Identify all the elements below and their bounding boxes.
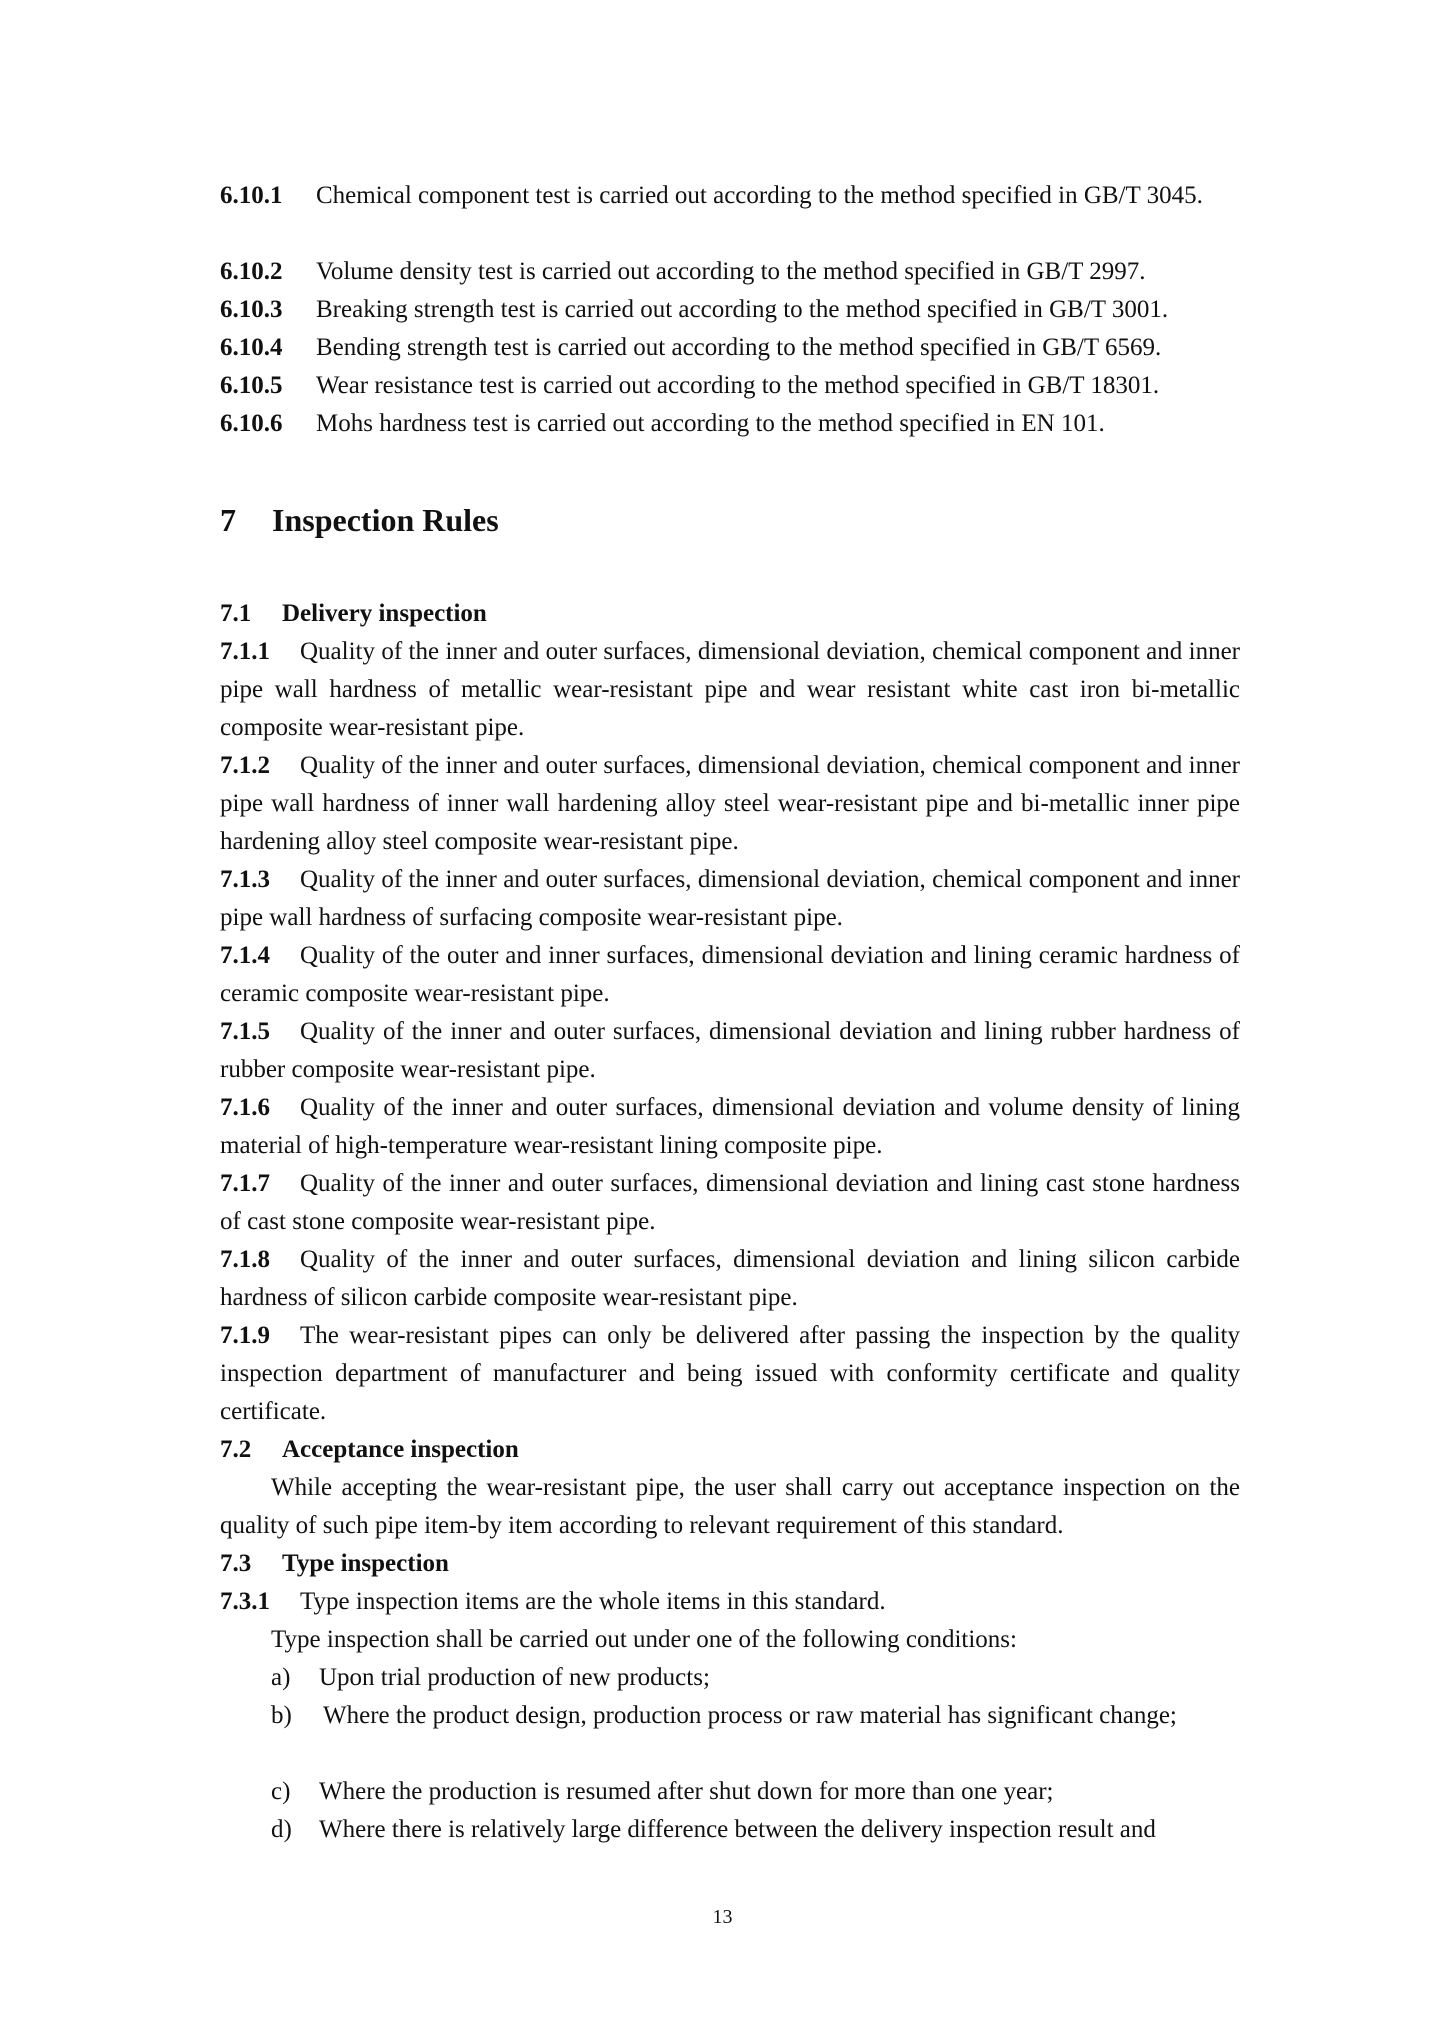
clause-7-3-1 <box>220 1583 1240 1621</box>
clause-number: 6.10.1 <box>220 182 283 209</box>
chapter-heading <box>220 498 499 542</box>
clause-6-10-2 <box>220 253 1240 291</box>
item-text: Where the product design, production process or raw material has significant change; <box>323 1702 1177 1729</box>
clause-text: Quality of the inner and outer surfaces, dimensional deviation and lining silicon carbide hardness of silicon carbide composite wear-resistant pipe. <box>220 1246 1240 1311</box>
clause-6-10-6 <box>220 405 1240 443</box>
clause-number: 7.1.7 <box>220 1170 270 1197</box>
clause-text: Chemical component test is carried out according to the method specified in GB/T 3045. <box>316 182 1203 209</box>
condition-item-b <box>220 1697 1240 1735</box>
section-number: 7.3 <box>220 1550 252 1577</box>
clause-number: 7.1.2 <box>220 752 270 779</box>
clause-text: Mohs hardness test is carried out according to the method specified in EN 101. <box>316 410 1105 437</box>
clause-text: Wear resistance test is carried out according to the method specified in GB/T 18301. <box>316 372 1160 399</box>
clause-number: 7.3.1 <box>220 1588 270 1615</box>
clause-number: 6.10.2 <box>220 258 283 285</box>
clause-7-1-8 <box>220 1241 1240 1317</box>
section-heading-7-3 <box>220 1545 449 1583</box>
clause-number: 7.1.3 <box>220 866 270 893</box>
item-label: d) <box>271 1816 292 1843</box>
clause-text: Quality of the outer and inner surfaces, dimensional deviation and lining ceramic hardness of ceramic composite wear-resistant pipe. <box>220 942 1240 1007</box>
clause-number: 7.1.5 <box>220 1018 270 1045</box>
clause-text: Type inspection items are the whole items in this standard. <box>300 1588 886 1615</box>
item-label: b) <box>271 1702 292 1729</box>
clause-text: Quality of the inner and outer surfaces, dimensional deviation, chemical component and inner pipe wall hardness of metallic wear-resistant pipe and wear resistant white cast iron bi-metallic composite wear-resistant pipe. <box>220 638 1240 741</box>
clause-7-1-2 <box>220 747 1240 861</box>
clause-text: Quality of the inner and outer surfaces, dimensional deviation and lining rubber hardness of rubber composite wear-resistant pipe. <box>220 1018 1240 1083</box>
clause-7-1-5 <box>220 1013 1240 1089</box>
section-title: Acceptance inspection <box>282 1436 519 1463</box>
section-number: 7.1 <box>220 600 252 627</box>
clause-7-1-1 <box>220 633 1240 747</box>
clause-6-10-5 <box>220 367 1240 405</box>
clause-number: 6.10.6 <box>220 410 283 437</box>
item-text: Where the production is resumed after shut down for more than one year; <box>319 1778 1054 1805</box>
item-text: Upon trial production of new products; <box>319 1664 710 1691</box>
clause-6-10-3 <box>220 291 1240 329</box>
item-label: c) <box>271 1778 291 1805</box>
page-number: 13 <box>712 1906 733 1928</box>
clause-7-1-9 <box>220 1317 1240 1431</box>
section-heading-7-2 <box>220 1431 519 1469</box>
item-text: Where there is relatively large difference between the delivery inspection result and <box>319 1816 1156 1843</box>
clause-text: Bending strength test is carried out according to the method specified in GB/T 6569. <box>316 334 1162 361</box>
clause-number: 7.1.6 <box>220 1094 270 1121</box>
clause-7-1-6 <box>220 1089 1240 1165</box>
clause-6-10-1 <box>220 177 1240 215</box>
section-title: Delivery inspection <box>282 600 487 627</box>
section-number: 7.2 <box>220 1436 252 1463</box>
condition-item-c <box>271 1773 1240 1811</box>
clause-number: 6.10.4 <box>220 334 283 361</box>
clause-text: The wear-resistant pipes can only be delivered after passing the inspection by the quality inspection department of manufacturer and being issued with conformity certificate and quality certificate. <box>220 1322 1240 1425</box>
section-title: Type inspection <box>282 1550 449 1577</box>
conditions-intro: Type inspection shall be carried out under one of the following conditions: <box>271 1626 1017 1653</box>
clause-number: 7.1.8 <box>220 1246 270 1273</box>
clause-number: 6.10.3 <box>220 296 283 323</box>
clause-text: Quality of the inner and outer surfaces, dimensional deviation and lining cast stone hardness of cast stone composite wear-resistant pipe. <box>220 1170 1240 1235</box>
clause-6-10-4 <box>220 329 1240 367</box>
clause-7-1-3 <box>220 861 1240 937</box>
section-heading-7-1 <box>220 595 487 633</box>
condition-item-d <box>271 1811 1240 1849</box>
clause-text: Quality of the inner and outer surfaces, dimensional deviation, chemical component and inner pipe wall hardness of surfacing composite wear-resistant pipe. <box>220 866 1240 931</box>
clause-text: Quality of the inner and outer surfaces, dimensional deviation and volume density of lining material of high-temperature wear-resistant lining composite pipe. <box>220 1094 1240 1159</box>
chapter-number: 7 <box>220 502 236 538</box>
clause-number: 7.1.9 <box>220 1322 270 1349</box>
item-label: a) <box>271 1664 291 1691</box>
clause-number: 6.10.5 <box>220 372 283 399</box>
condition-item-a <box>271 1659 1240 1697</box>
clause-text: Breaking strength test is carried out according to the method specified in GB/T 3001. <box>316 296 1169 323</box>
clause-7-1-7 <box>220 1165 1240 1241</box>
clause-text: Volume density test is carried out according to the method specified in GB/T 2997. <box>316 258 1146 285</box>
clause-number: 7.1.1 <box>220 638 270 665</box>
paragraph-7-2: While accepting the wear-resistant pipe, the user shall carry out acceptance inspection on the quality of such pipe item-by item according to relevant requirement of this standard. <box>220 1474 1240 1539</box>
clause-text: Quality of the inner and outer surfaces, dimensional deviation, chemical component and inner pipe wall hardness of inner wall hardening alloy steel wear-resistant pipe and bi-metallic inner pipe hardening alloy steel composite wear-resistant pipe. <box>220 752 1240 855</box>
clause-7-1-4 <box>220 937 1240 1013</box>
clause-number: 7.1.4 <box>220 942 270 969</box>
chapter-title: Inspection Rules <box>272 502 499 538</box>
